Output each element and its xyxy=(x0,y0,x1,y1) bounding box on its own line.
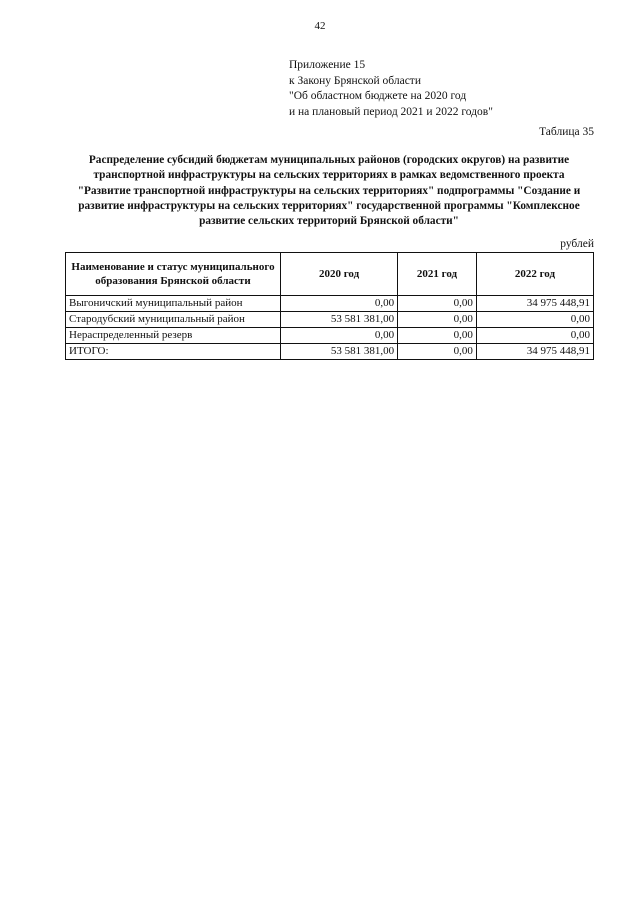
units-label: рублей xyxy=(560,238,594,250)
table-row xyxy=(66,296,594,312)
appendix-line: к Закону Брянской области xyxy=(289,74,421,87)
document-title xyxy=(64,153,594,229)
cell-amount-2021: 0,00 xyxy=(398,312,477,328)
title-line: развитие сельских территорий Брянской области" xyxy=(199,215,459,228)
cell-total-2020: 53 581 381,00 xyxy=(281,344,398,360)
title-line: развитие инфраструктуры на сельских территориях" государственной программы "Комплексное xyxy=(78,199,580,212)
title-line: транспортной инфраструктуры на сельских территориях в рамках ведомственного проекта xyxy=(93,169,565,182)
cell-amount-2020: 0,00 xyxy=(281,296,398,312)
column-header-2020: 2020 год xyxy=(281,253,398,296)
appendix-line: Приложение 15 xyxy=(289,59,366,71)
cell-amount-2022: 34 975 448,91 xyxy=(476,296,593,312)
cell-total-2021: 0,00 xyxy=(398,344,477,360)
column-header-2022: 2022 год xyxy=(476,253,593,296)
table-number: Таблица 35 xyxy=(539,126,594,138)
subsidy-table xyxy=(65,252,594,360)
column-header-name: Наименование и статус муниципального образования Брянской области xyxy=(66,253,281,296)
cell-amount-2021: 0,00 xyxy=(398,296,477,312)
cell-amount-2020: 0,00 xyxy=(281,328,398,344)
table-header-row xyxy=(66,253,594,296)
page-number: 42 xyxy=(314,20,326,32)
cell-amount-2021: 0,00 xyxy=(398,328,477,344)
appendix-reference xyxy=(289,58,493,120)
title-line: "Развитие транспортной инфраструктуры на сельских территориях" подпрограммы "Создание и xyxy=(77,184,581,197)
cell-municipality: Нераспределенный резерв xyxy=(66,328,281,344)
table-total-row xyxy=(66,344,594,360)
table-row xyxy=(66,328,594,344)
title-line: Распределение субсидий бюджетам муниципальных районов (городских округов) на развитие xyxy=(88,154,570,166)
appendix-line: и на плановый период 2021 и 2022 годов" xyxy=(289,105,493,118)
column-header-2021: 2021 год xyxy=(398,253,477,296)
appendix-line: "Об областном бюджете на 2020 год xyxy=(289,90,467,102)
cell-total-label: ИТОГО: xyxy=(66,344,281,360)
cell-total-2022: 34 975 448,91 xyxy=(476,344,593,360)
cell-municipality: Стародубский муниципальный район xyxy=(66,312,281,328)
cell-municipality: Выгоничский муниципальный район xyxy=(66,296,281,312)
table-row xyxy=(66,312,594,328)
cell-amount-2022: 0,00 xyxy=(476,328,593,344)
cell-amount-2020: 53 581 381,00 xyxy=(281,312,398,328)
cell-amount-2022: 0,00 xyxy=(476,312,593,328)
